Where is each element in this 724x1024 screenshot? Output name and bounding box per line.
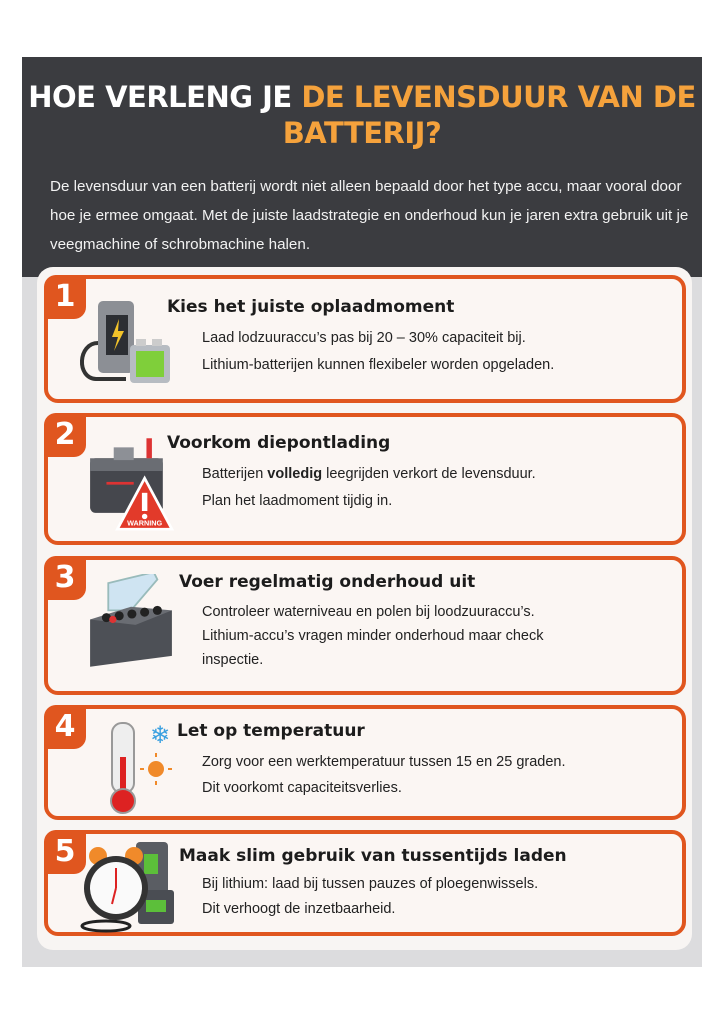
intro-text: De levensduur van een batterij wordt niet alleen bepaald door het type accu, maar vooral door hoe je ermee omgaat. Met de juiste laadstrategie en onderhoud kun je jaren extra gebruik uit je veegmachine of schrobmachine halen. (50, 178, 689, 253)
tip-text: Batterijen volledig leegrijden verkort de levensduur. Plan het laadmoment tijdig in. (202, 466, 536, 509)
tip-title: Voorkom diepontlading (167, 433, 391, 453)
header (22, 57, 702, 277)
tip-card-4 (44, 705, 686, 820)
svg-text:WARNING: WARNING (127, 518, 163, 528)
page-title: HOE VERLENG JE DE LEVENSDUUR VAN DE BATTERIJ? (28, 80, 696, 150)
tip-number: 4 (44, 705, 86, 749)
tip-card-1 (44, 275, 686, 403)
battery-water-icon (76, 574, 186, 674)
tip-card-3 (44, 556, 686, 695)
tip-title: Kies het juiste oplaadmoment (167, 297, 455, 317)
tip-text: Zorg voor een werktemperatuur tussen 15 en 25 graden. Dit voorkomt capaciteitsverlies. (202, 754, 566, 796)
svg-text:❄: ❄ (150, 721, 171, 749)
tip-number: 1 (44, 275, 86, 319)
tip-number: 2 (44, 413, 86, 457)
thermometer-icon (76, 717, 186, 817)
tip-text: Laad lodzuuraccu’s pas bij 20 – 30% capaciteit bij. Lithium-batterijen kunnen flexibeler worden opgeladen. (202, 330, 555, 373)
tip-number: 5 (44, 830, 86, 874)
tip-title: Let op temperatuur (177, 721, 365, 741)
tip-card-5 (44, 830, 686, 936)
tip-title: Voer regelmatig onderhoud uit (179, 572, 476, 592)
clock-battery-icon (76, 838, 186, 934)
tip-card-2 (44, 413, 686, 545)
tip-number: 3 (44, 556, 86, 600)
tip-title: Maak slim gebruik van tussentijds laden (179, 846, 567, 866)
tip-text: Controleer waterniveau en polen bij loodzuuraccu’s. Lithium-accu’s vragen minder onderhoud maar check inspectie. (202, 604, 544, 668)
tip-text: Bij lithium: laad bij tussen pauzes of ploegenwissels. Dit verhoogt de inzetbaarheid. (202, 876, 539, 917)
